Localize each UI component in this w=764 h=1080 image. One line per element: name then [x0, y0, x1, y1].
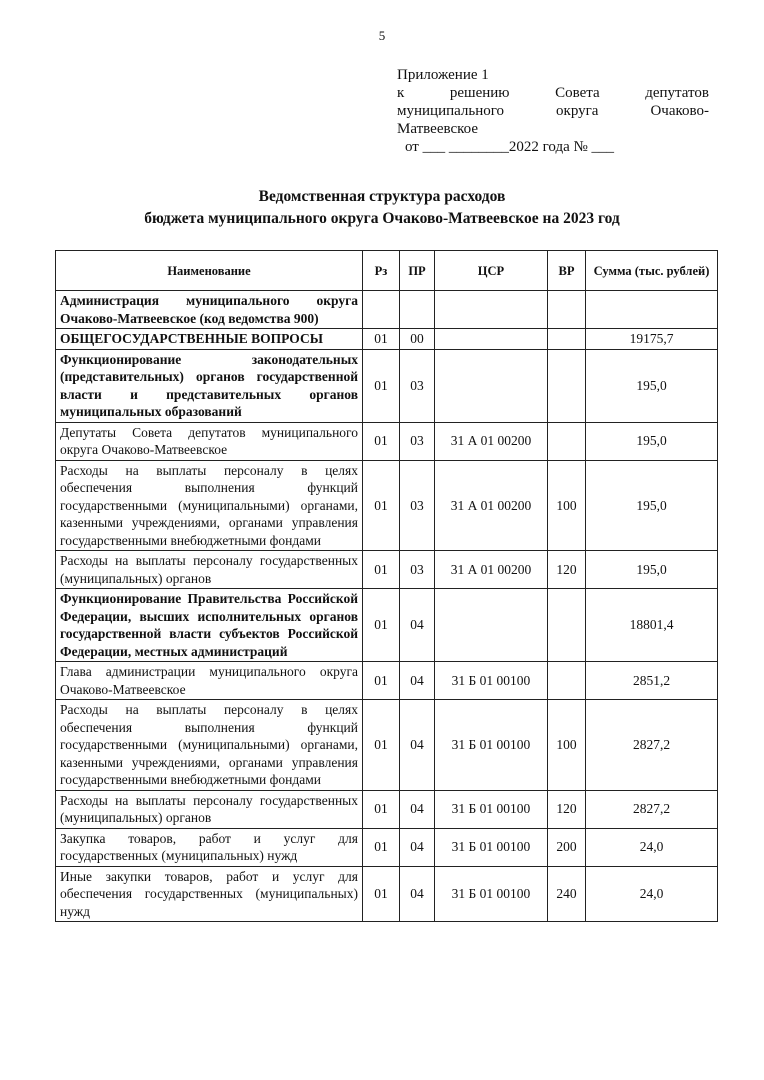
row-name: Функционирование Правительства Российской Федерации, высших исполнительных органов государственной власти субъектов Российской Федерации, местных администраций	[56, 589, 363, 662]
row-name: Депутаты Совета депутатов муниципального округа Очаково-Матвеевское	[56, 422, 363, 460]
row-sum: 195,0	[586, 460, 718, 551]
appendix-date-line: от ___ ________2022 года № ___	[405, 139, 615, 155]
appendix-word: Очаково-	[650, 103, 709, 119]
row-pr: 04	[400, 700, 435, 791]
row-name: Иные закупки товаров, работ и услуг для обеспечения государственных (муниципальных) нужд	[56, 866, 363, 922]
row-pr	[400, 291, 435, 329]
row-sum: 19175,7	[586, 329, 718, 350]
row-sum: 2851,2	[586, 662, 718, 700]
row-sum: 195,0	[586, 551, 718, 589]
table-row	[56, 866, 718, 922]
appendix-line: Матвеевское	[397, 121, 478, 137]
row-name: Глава администрации муниципального округа Очаково-Матвеевское	[56, 662, 363, 700]
row-vr	[548, 291, 586, 329]
appendix-word: депутатов	[645, 85, 709, 101]
row-rz: 01	[363, 422, 400, 460]
row-pr: 04	[400, 662, 435, 700]
page-number: 5	[378, 28, 386, 43]
row-pr: 04	[400, 790, 435, 828]
appendix-word: Совета	[555, 85, 600, 101]
row-sum: 2827,2	[586, 790, 718, 828]
appendix-header	[397, 66, 709, 156]
document-title	[0, 186, 764, 230]
row-sum: 24,0	[586, 828, 718, 866]
row-vr: 120	[548, 551, 586, 589]
row-csr: 31 А 01 00200	[435, 422, 548, 460]
table-row	[56, 662, 718, 700]
header-vr: ВР	[548, 251, 586, 291]
row-rz: 01	[363, 700, 400, 791]
header-pr: ПР	[400, 251, 435, 291]
row-vr: 120	[548, 790, 586, 828]
row-pr: 03	[400, 422, 435, 460]
row-vr	[548, 329, 586, 350]
header-name: Наименование	[56, 251, 363, 291]
row-sum: 2827,2	[586, 700, 718, 791]
row-pr: 04	[400, 589, 435, 662]
table-row	[56, 460, 718, 551]
row-csr	[435, 329, 548, 350]
header-rz: Рз	[363, 251, 400, 291]
row-rz: 01	[363, 662, 400, 700]
row-rz: 01	[363, 790, 400, 828]
row-csr: 31 Б 01 00100	[435, 828, 548, 866]
row-csr	[435, 291, 548, 329]
row-csr	[435, 589, 548, 662]
row-rz	[363, 291, 400, 329]
appendix-word: решению	[449, 85, 510, 101]
row-vr: 100	[548, 460, 586, 551]
table-row	[56, 349, 718, 422]
row-vr	[548, 662, 586, 700]
table-row	[56, 551, 718, 589]
row-vr: 200	[548, 828, 586, 866]
row-name: Функционирование законодательных (представительных) органов государственной власти и представительных органов муниципальных образований	[56, 349, 363, 422]
row-rz: 01	[363, 329, 400, 350]
row-csr: 31 А 01 00200	[435, 551, 548, 589]
row-rz: 01	[363, 589, 400, 662]
row-sum: 195,0	[586, 349, 718, 422]
row-vr: 100	[548, 700, 586, 791]
row-rz: 01	[363, 866, 400, 922]
table-row	[56, 700, 718, 791]
row-rz: 01	[363, 551, 400, 589]
row-pr: 04	[400, 828, 435, 866]
row-rz: 01	[363, 460, 400, 551]
row-csr: 31 Б 01 00100	[435, 866, 548, 922]
row-vr	[548, 422, 586, 460]
row-pr: 00	[400, 329, 435, 350]
title-line-2: бюджета муниципального округа Очаково-Матвеевское на 2023 год	[144, 210, 620, 227]
row-pr: 04	[400, 866, 435, 922]
appendix-word: к	[397, 85, 405, 101]
appendix-word: округа	[556, 103, 599, 119]
row-sum	[586, 291, 718, 329]
row-csr: 31 А 01 00200	[435, 460, 548, 551]
row-sum: 195,0	[586, 422, 718, 460]
row-vr	[548, 349, 586, 422]
title-line-1: Ведомственная структура расходов	[258, 188, 506, 205]
row-pr: 03	[400, 460, 435, 551]
table-row	[56, 422, 718, 460]
table-header-row	[56, 251, 718, 291]
table-row	[56, 589, 718, 662]
row-csr: 31 Б 01 00100	[435, 662, 548, 700]
row-rz: 01	[363, 349, 400, 422]
row-vr: 240	[548, 866, 586, 922]
row-sum: 24,0	[586, 866, 718, 922]
table-row	[56, 790, 718, 828]
appendix-line	[397, 102, 709, 120]
appendix-line	[397, 84, 709, 102]
row-csr: 31 Б 01 00100	[435, 700, 548, 791]
row-name: Расходы на выплаты персоналу в целях обеспечения выполнения функций государственными (муниципальными) органами, казенными учреждениями, органами управления государственными внебюджетными фондами	[56, 460, 363, 551]
header-csr: ЦСР	[435, 251, 548, 291]
table-row	[56, 291, 718, 329]
row-name: ОБЩЕГОСУДАРСТВЕННЫЕ ВОПРОСЫ	[56, 329, 363, 350]
row-sum: 18801,4	[586, 589, 718, 662]
row-pr: 03	[400, 349, 435, 422]
header-sum: Сумма (тыс. рублей)	[586, 251, 718, 291]
table-row	[56, 828, 718, 866]
appendix-word: муниципального	[397, 103, 505, 119]
row-vr	[548, 589, 586, 662]
row-csr: 31 Б 01 00100	[435, 790, 548, 828]
row-rz: 01	[363, 828, 400, 866]
row-csr	[435, 349, 548, 422]
row-name: Закупка товаров, работ и услуг для государственных (муниципальных) нужд	[56, 828, 363, 866]
appendix-line: Приложение 1	[397, 67, 489, 83]
row-name: Администрация муниципального округа Очаково-Матвеевское (код ведомства 900)	[56, 291, 363, 329]
row-name: Расходы на выплаты персоналу государственных (муниципальных) органов	[56, 790, 363, 828]
row-name: Расходы на выплаты персоналу государственных (муниципальных) органов	[56, 551, 363, 589]
budget-table	[55, 250, 718, 922]
row-pr: 03	[400, 551, 435, 589]
row-name: Расходы на выплаты персоналу в целях обеспечения выполнения функций государственными (муниципальными) органами, казенными учреждениями, органами управления государственными внебюджетными фондами	[56, 700, 363, 791]
table-row	[56, 329, 718, 350]
